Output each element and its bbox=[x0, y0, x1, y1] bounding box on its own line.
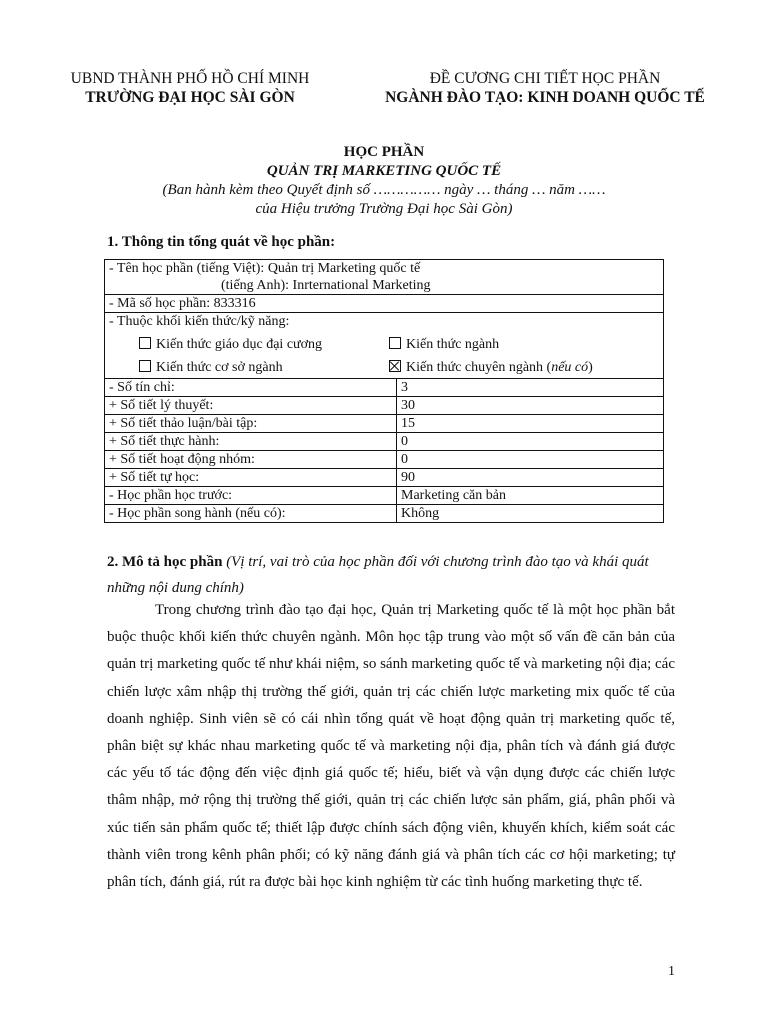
table-row bbox=[105, 487, 664, 505]
table-row bbox=[105, 469, 664, 487]
header-right bbox=[360, 69, 730, 107]
table-row bbox=[105, 433, 664, 451]
course-info-table bbox=[104, 259, 664, 523]
city-committee: UBND THÀNH PHỐ HỒ CHÍ MINH bbox=[70, 70, 310, 87]
university-name: TRƯỜNG ĐẠI HỌC SÀI GÒN bbox=[85, 89, 295, 106]
table-row bbox=[105, 295, 664, 313]
section-2-title: 2. Mô tả học phần bbox=[107, 554, 223, 570]
table-row bbox=[105, 415, 664, 433]
table-row bbox=[105, 379, 664, 397]
discussion-hours-value: 15 bbox=[397, 415, 664, 433]
knowledge-block-label: - Thuộc khối kiến thức/kỹ năng: bbox=[109, 314, 290, 329]
corequisite-label: - Học phần song hành (nếu có): bbox=[105, 505, 397, 523]
checkbox-general[interactable] bbox=[139, 337, 151, 349]
practice-hours-value: 0 bbox=[397, 433, 664, 451]
group-hours-label: + Số tiết hoạt động nhóm: bbox=[105, 451, 397, 469]
corequisite-value: Không bbox=[397, 505, 664, 523]
decision-note-2: của Hiệu trưởng Trường Đại học Sài Gòn) bbox=[255, 201, 513, 217]
credits-label: - Số tín chỉ: bbox=[105, 379, 397, 397]
self-study-label: + Số tiết tự học: bbox=[105, 469, 397, 487]
prerequisite-label: - Học phần học trước: bbox=[105, 487, 397, 505]
course-name-en: (tiếng Anh): Inrternational Marketing bbox=[221, 278, 431, 293]
header-left bbox=[40, 69, 340, 107]
table-row bbox=[105, 260, 664, 295]
knowledge-block-cell bbox=[105, 313, 664, 379]
theory-hours-label: + Số tiết lý thuyết: bbox=[105, 397, 397, 415]
section-1-heading: 1. Thông tin tổng quát về học phần: bbox=[107, 234, 336, 250]
checkbox-base[interactable] bbox=[139, 360, 151, 372]
course-title-block bbox=[0, 143, 768, 219]
page-number: 1 bbox=[668, 964, 675, 979]
theory-hours-value: 30 bbox=[397, 397, 664, 415]
checkbox-major[interactable] bbox=[389, 337, 401, 349]
section-2-heading bbox=[107, 549, 677, 601]
checkbox-special-checked[interactable] bbox=[389, 360, 401, 372]
checkbox-special-note: nếu có bbox=[551, 360, 589, 375]
table-row bbox=[105, 451, 664, 469]
checkbox-special-label: Kiến thức chuyên ngành ( bbox=[406, 360, 552, 375]
training-major: NGÀNH ĐÀO TẠO: KINH DOANH QUỐC TẾ bbox=[385, 89, 705, 106]
course-name-vi: - Tên học phần (tiếng Việt): Quản trị Marketing quốc tế bbox=[109, 261, 421, 276]
credits-value: 3 bbox=[397, 379, 664, 397]
table-row bbox=[105, 505, 664, 523]
course-code: - Mã số học phần: 833316 bbox=[105, 295, 664, 313]
table-row bbox=[105, 313, 664, 379]
section-2-note: (Vị trí, vai trò của học phần đối với chương trình đào tạo và khái quát những nội dung chính) bbox=[107, 554, 649, 596]
checkbox-major-label: Kiến thức ngành bbox=[406, 337, 500, 352]
course-description: Trong chương trình đào tạo đại học, Quản trị Marketing quốc tế là một học phần bắt buộc thuộc khối kiến thức chuyên ngành. Môn học tập trung vào một số vấn đề căn bản của quản trị marketing quốc tế như khái niệm, so sánh marketing quốc tế và marketing nội địa; các chiến lược xâm nhập thị trường thế giới, quản trị các chiến lược marketing mix quốc tế của doanh nghiệp. Sinh viên sẽ có cái nhìn tổng quát về hoạt động quản trị marketing quốc tế, phân biệt sự khác nhau marketing quốc tế và marketing nội địa, phân tích và đánh giá được các yếu tố tác động đến việc định giá quốc tế; hiểu, biết và vận dụng được các chiến lược thâm nhập, mở rộng thị trường thế giới, quản trị các chiến lược sản phẩm, giá, phân phối và xúc tiến sản phẩm quốc tế; thiết lập được chính sách động viên, khuyến khích, kiểm soát các thành viên trong kênh phân phối; có kỹ năng đánh giá và phân tích các cơ hội marketing; tự phân tích, đánh giá, rút ra được bài học kinh nghiệm từ các tình huống marketing thực tế. bbox=[107, 602, 675, 891]
prerequisite-value: Marketing căn bản bbox=[397, 487, 664, 505]
checkbox-general-label: Kiến thức giáo dục đại cương bbox=[156, 337, 323, 352]
checkbox-row: Kiến thức cơ sở ngành Kiến thức chuyên ngành (nếu có) bbox=[109, 359, 659, 376]
course-label: HỌC PHẦN bbox=[343, 144, 425, 160]
practice-hours-label: + Số tiết thực hành: bbox=[105, 433, 397, 451]
discussion-hours-label: + Số tiết thảo luận/bài tập: bbox=[105, 415, 397, 433]
course-name-cell bbox=[105, 260, 664, 295]
course-name: QUẢN TRỊ MARKETING QUỐC TẾ bbox=[266, 163, 502, 179]
table-row bbox=[105, 397, 664, 415]
self-study-value: 90 bbox=[397, 469, 664, 487]
decision-note: (Ban hành kèm theo Quyết định số …………… ngày … tháng … năm …… bbox=[162, 182, 606, 198]
checkbox-row bbox=[109, 336, 659, 353]
checkbox-base-label: Kiến thức cơ sở ngành bbox=[156, 360, 283, 375]
group-hours-value: 0 bbox=[397, 451, 664, 469]
document-type: ĐỀ CƯƠNG CHI TIẾT HỌC PHẦN bbox=[429, 70, 661, 87]
